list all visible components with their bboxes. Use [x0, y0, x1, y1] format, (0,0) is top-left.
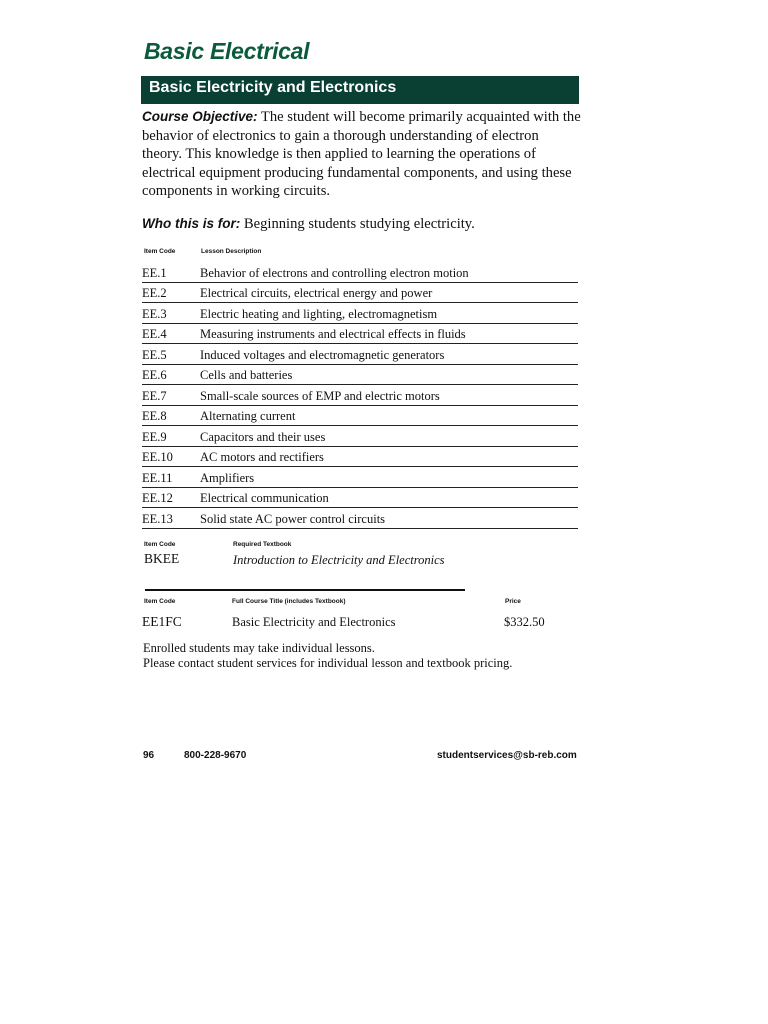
course-objective-text: The student will become primarily acquainted with the behavior of electronics to gain a thorough understanding of electron theory. This knowledge is then applied to learning the operations of electrical equipment producing fundamental components, and using these components in working circuits. [142, 109, 581, 199]
lesson-code: EE.12 [142, 487, 200, 508]
lesson-description: Small-scale sources of EMP and electric motors [200, 385, 578, 406]
lesson-code: EE.10 [142, 446, 200, 467]
lesson-description: AC motors and rectifiers [200, 446, 578, 467]
textbook-code-header: Item Code [144, 541, 176, 548]
table-row [142, 344, 578, 365]
who-for-label: Who this is for: [142, 216, 241, 231]
table-row [142, 405, 578, 426]
textbook-title-header: Required Textbook [233, 541, 292, 548]
lesson-description: Amplifiers [200, 467, 578, 488]
course-objective [142, 108, 582, 201]
lesson-code: EE.13 [142, 508, 200, 529]
table-row [142, 508, 578, 529]
note-line: Enrolled students may take individual lessons. [143, 641, 375, 655]
full-course-title: Basic Electricity and Electronics [232, 615, 396, 629]
table-row [142, 446, 578, 467]
full-course-code-header: Item Code [144, 598, 176, 605]
footer-email-link[interactable]: studentservices@sb-reb.com [437, 750, 577, 761]
full-course-price: $332.50 [504, 615, 545, 629]
who-for-text: Beginning students studying electricity. [240, 216, 475, 232]
table-row [142, 364, 578, 385]
table-row [142, 303, 578, 324]
lesson-code: EE.7 [142, 385, 200, 406]
section-title: Basic Electrical [144, 38, 310, 64]
course-banner-title: Basic Electricity and Electronics [149, 79, 397, 96]
lesson-description: Electrical communication [200, 487, 578, 508]
full-course-title-header: Full Course Title (includes Textbook) [232, 598, 346, 605]
lesson-description: Electrical circuits, electrical energy and power [200, 282, 578, 303]
table-row [142, 323, 578, 344]
enrollment-notes [143, 641, 512, 670]
full-course-price-header: Price [505, 598, 521, 605]
page-number: 96 [143, 750, 155, 761]
table-row [142, 467, 578, 488]
lesson-code: EE.8 [142, 405, 200, 426]
table-row [142, 426, 578, 447]
lessons-table [142, 262, 578, 529]
note-line: Please contact student services for individual lesson and textbook pricing. [143, 655, 513, 670]
lessons-description-header: Lesson Description [201, 248, 262, 255]
lesson-code: EE.6 [142, 364, 200, 385]
textbook-code: BKEE [144, 551, 180, 566]
lesson-code: EE.5 [142, 344, 200, 365]
lesson-code: EE.2 [142, 282, 200, 303]
lesson-code: EE.9 [142, 426, 200, 447]
lesson-description: Induced voltages and electromagnetic generators [200, 344, 578, 365]
lesson-description: Capacitors and their uses [200, 426, 578, 447]
lesson-description: Behavior of electrons and controlling electron motion [200, 262, 578, 282]
lesson-description: Measuring instruments and electrical effects in fluids [200, 323, 578, 344]
textbook-title: Introduction to Electricity and Electronics [233, 553, 445, 567]
who-this-is-for [142, 216, 475, 233]
section-divider [145, 589, 465, 591]
lesson-description: Alternating current [200, 405, 578, 426]
footer-phone: 800-228-9670 [184, 750, 247, 761]
lesson-description: Solid state AC power control circuits [200, 508, 578, 529]
table-row [142, 282, 578, 303]
table-row [142, 385, 578, 406]
lesson-code: EE.1 [142, 262, 200, 282]
lesson-code: EE.4 [142, 323, 200, 344]
lesson-description: Electric heating and lighting, electromagnetism [200, 303, 578, 324]
course-objective-label: Course Objective: [142, 109, 258, 124]
lesson-code: EE.11 [142, 467, 200, 488]
table-row [142, 262, 578, 282]
full-course-code: EE1FC [142, 614, 182, 629]
course-banner [141, 76, 579, 104]
lesson-code: EE.3 [142, 303, 200, 324]
lessons-code-header: Item Code [144, 248, 176, 255]
table-row [142, 487, 578, 508]
lesson-description: Cells and batteries [200, 364, 578, 385]
